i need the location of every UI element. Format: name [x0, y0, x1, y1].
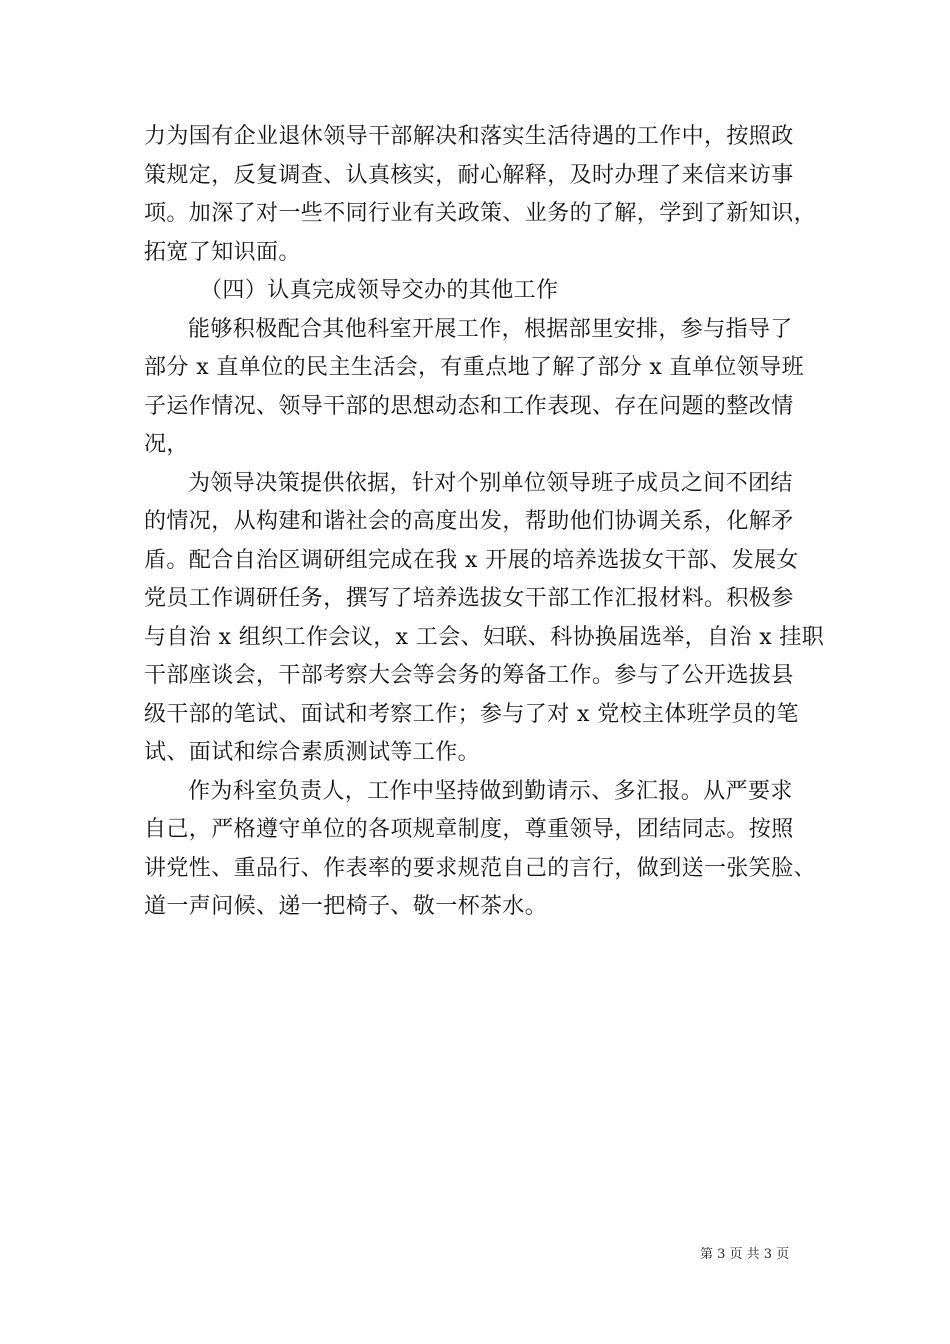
paragraph-continuation	[144, 118, 824, 272]
text-line: 道一声问候、递一把椅子、敬一杯茶水。	[144, 894, 548, 919]
text-line: 作为科室负责人，工作中坚持做到勤请示、多汇报。从严要求	[188, 778, 793, 804]
text-line: 讲党性、重品行、作表率的要求规范自己的言行，做到送一张笑脸、	[144, 855, 817, 881]
text-line: 部分 x 直单位的民主生活会，有重点地了解了部分 x 直单位领导班	[144, 355, 804, 380]
text-line: 干部座谈会，干部考察大会等会务的筹备工作。参与了公开选拔县	[144, 663, 794, 688]
text-line: 策规定，反复调查、认真核实，耐心解释，及时办理了来信来访事	[144, 162, 794, 188]
text-line: 项。加深了对一些不同行业有关政策、业务的了解，学到了新知识，	[144, 201, 817, 226]
paragraph-cooperation	[144, 311, 824, 465]
text-line: 与自治 x 组织工作会议，x 工会、妇联、科协换届选举，自治 x 挂职	[144, 624, 825, 650]
text-line: 的情况，从构建和谐社会的高度出发，帮助他们协调关系，化解矛	[144, 509, 794, 534]
text-line: 力为国有企业退休领导干部解决和落实生活待遇的工作中，按照政	[144, 124, 794, 149]
text-line: 盾。配合自治区调研组完成在我 x 开展的培养选拔女干部、发展女	[144, 547, 799, 573]
document-body	[144, 118, 824, 927]
text-line: 子运作情况、领导干部的思想动态和工作表现、存在问题的整改情	[144, 393, 794, 419]
text-line: 能够积极配合其他科室开展工作，根据部里安排，参与指导了	[188, 316, 793, 342]
text-line: 自己，严格遵守单位的各项规章制度，尊重领导，团结同志。按照	[144, 817, 794, 842]
section-heading	[144, 272, 824, 311]
text-line: 况，	[144, 432, 189, 457]
page-number: 第 3 页 共 3 页	[700, 1247, 790, 1262]
paragraph-section-head-conduct	[144, 773, 824, 927]
text-line: 为领导决策提供依据，针对个别单位领导班子成员之间不团结	[188, 470, 793, 496]
heading-line: （四）认真完成领导交办的其他工作	[200, 278, 559, 303]
text-line: 级干部的笔试、面试和考察工作；参与了对 x 党校主体班学员的笔	[144, 701, 799, 727]
text-line: 党员工作调研任务，撰写了培养选拔女干部工作汇报材料。积极参	[144, 586, 794, 611]
paragraph-decision-support	[144, 465, 824, 773]
text-line: 拓宽了知识面。	[144, 239, 301, 265]
text-line: 试、面试和综合素质测试等工作。	[144, 740, 481, 765]
